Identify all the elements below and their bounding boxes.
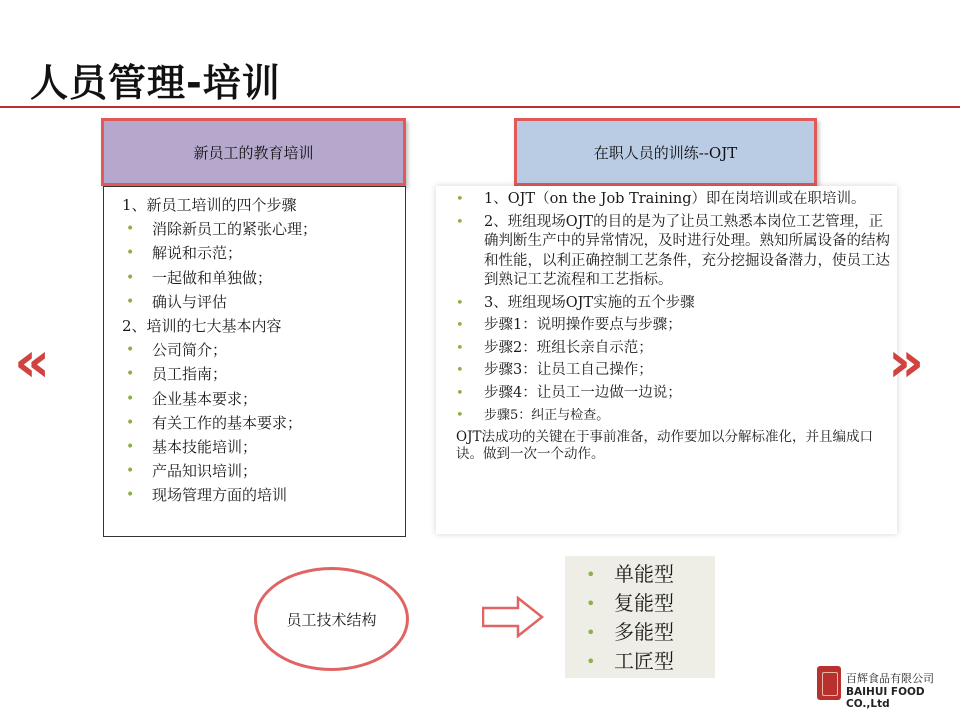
ojt-training-header <box>514 118 817 186</box>
skill-type-item: • 复能型 <box>578 589 674 618</box>
page-title: 人员管理-培训 <box>30 61 281 105</box>
list-item: • 有关工作的基本要求； <box>122 411 402 435</box>
company-name-en: BAIHUI FOOD CO.,Ltd <box>846 686 925 710</box>
double-chevron-right-icon[interactable]: » <box>888 330 925 395</box>
list-item: • 公司简介； <box>122 338 402 362</box>
list-item: • 消除新员工的紧张心理； <box>122 217 402 241</box>
double-chevron-left-icon[interactable]: « <box>14 330 51 395</box>
list-item: • 基本技能培训； <box>122 435 402 459</box>
section-heading: 2、培训的七大基本内容 <box>122 317 282 336</box>
section-heading: 1、新员工培训的四个步骤 <box>122 196 297 214</box>
skill-type-item: • 工匠型 <box>578 647 674 676</box>
company-logo <box>817 666 841 700</box>
list-item: • 产品知识培训； <box>122 459 402 483</box>
outline-arrow-right-icon <box>482 596 544 638</box>
skill-type-item: • 多能型 <box>578 618 674 647</box>
list-item: • 步骤5：纠正与检查。 <box>452 406 892 426</box>
skill-type-item: • 单能型 <box>578 560 674 589</box>
list-item: • 现场管理方面的培训 <box>122 483 402 507</box>
staff-skill-structure-ellipse <box>254 567 409 671</box>
company-name-cn: 百辉食品有限公司 <box>846 672 934 685</box>
list-item: • 步骤4：让员工一边做一边说； <box>452 384 892 404</box>
list-item: • 步骤1：说明操作要点与步骤； <box>452 316 892 336</box>
title-divider <box>0 106 960 108</box>
new-staff-training-list <box>122 193 402 508</box>
list-item: • 员工指南； <box>122 362 402 386</box>
list-item: • 1、OJT（on the Job Training）即在岗培训或在职培训。 <box>452 190 892 210</box>
list-item: • 确认与评估 <box>122 290 402 314</box>
summary-note: OJT法成功的关键在于事前准备，动作要加以分解标准化，并且编成口诀。做到一次一个动作。 <box>456 428 873 462</box>
list-item: • 3、班组现场OJT实施的五个步骤 <box>452 294 892 314</box>
ojt-training-header-label: 在职人员的训练--OJT <box>593 143 738 162</box>
list-item: • 企业基本要求； <box>122 387 402 411</box>
skill-types-list <box>578 560 674 676</box>
list-item: • 步骤2：班组长亲自示范； <box>452 339 892 359</box>
staff-skill-structure-label: 员工技术结构 <box>286 610 377 629</box>
list-item: • 解说和示范； <box>122 241 402 265</box>
list-item: • 步骤3：让员工自己操作； <box>452 361 892 381</box>
new-staff-training-header <box>101 118 406 186</box>
new-staff-training-header-label: 新员工的教育培训 <box>193 143 314 162</box>
ojt-training-list <box>452 190 892 466</box>
list-item: • 一起做和单独做； <box>122 266 402 290</box>
list-item: • 2、班组现场OJT的目的是为了让员工熟悉本岗位工艺管理，正确判断生产中的异常情况，及时进行处理。熟知所属设备的结构和性能，以利正确控制工艺条件，充分挖掘设备潜力，使员工达到熟记工艺流程和工艺指标。 <box>452 213 892 291</box>
